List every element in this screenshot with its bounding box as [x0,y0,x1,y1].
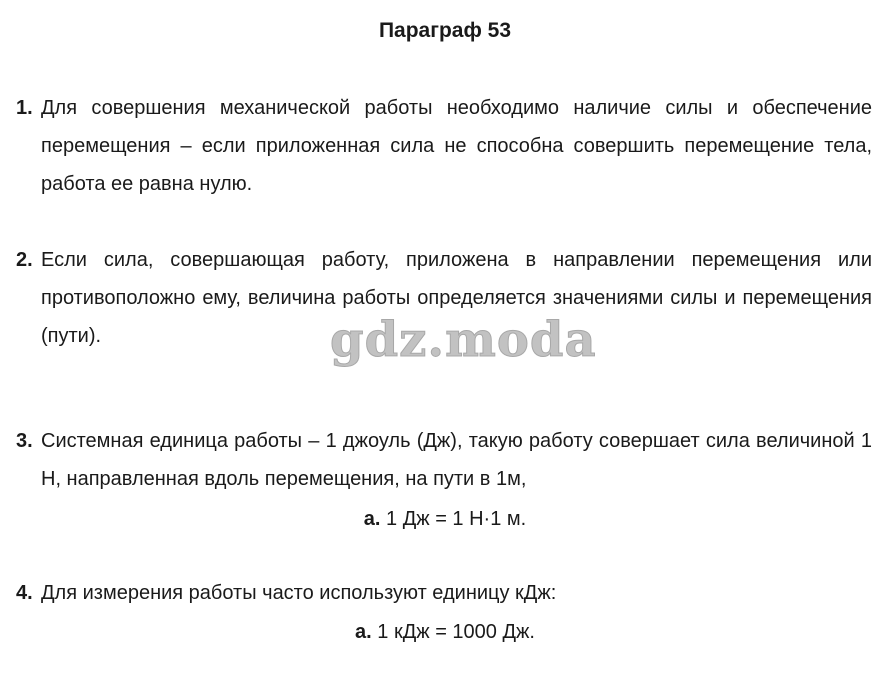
watermark-logo: gdz.moda [330,312,597,368]
item-text: Если сила, совершающая работу, приложена в направлении перемещения или противоположно ему, величина работы определяется значениями силы и перемещения (пути). [41,249,872,347]
item-number: 3. [16,430,33,452]
item-text: Для совершения механической работы необходимо наличие силы и обеспечение перемещения – если приложенная сила не способна совершить перемещение тела, работа ее равна нулю. [41,97,872,195]
page-title: Параграф 53 [378,19,512,42]
formula-text: 1 кДж = 1000 Дж. [377,621,535,643]
item-number: 4. [16,582,33,604]
formula-line [0,500,890,538]
formula-text: 1 Дж = 1 Н·1 м. [386,508,527,530]
item-number: 1. [16,97,33,119]
item-number: 2. [16,249,33,271]
formula-label: а. [355,621,372,643]
item-text: Системная единица работы – 1 джоуль (Дж), такую работу совершает сила величиной 1 Н, направленная вдоль перемещения, на пути в 1м, [41,430,872,490]
formula-label: а. [363,508,381,530]
item-text: Для измерения работы часто используют единицу кДж: [41,582,557,604]
formula-line [0,613,890,651]
